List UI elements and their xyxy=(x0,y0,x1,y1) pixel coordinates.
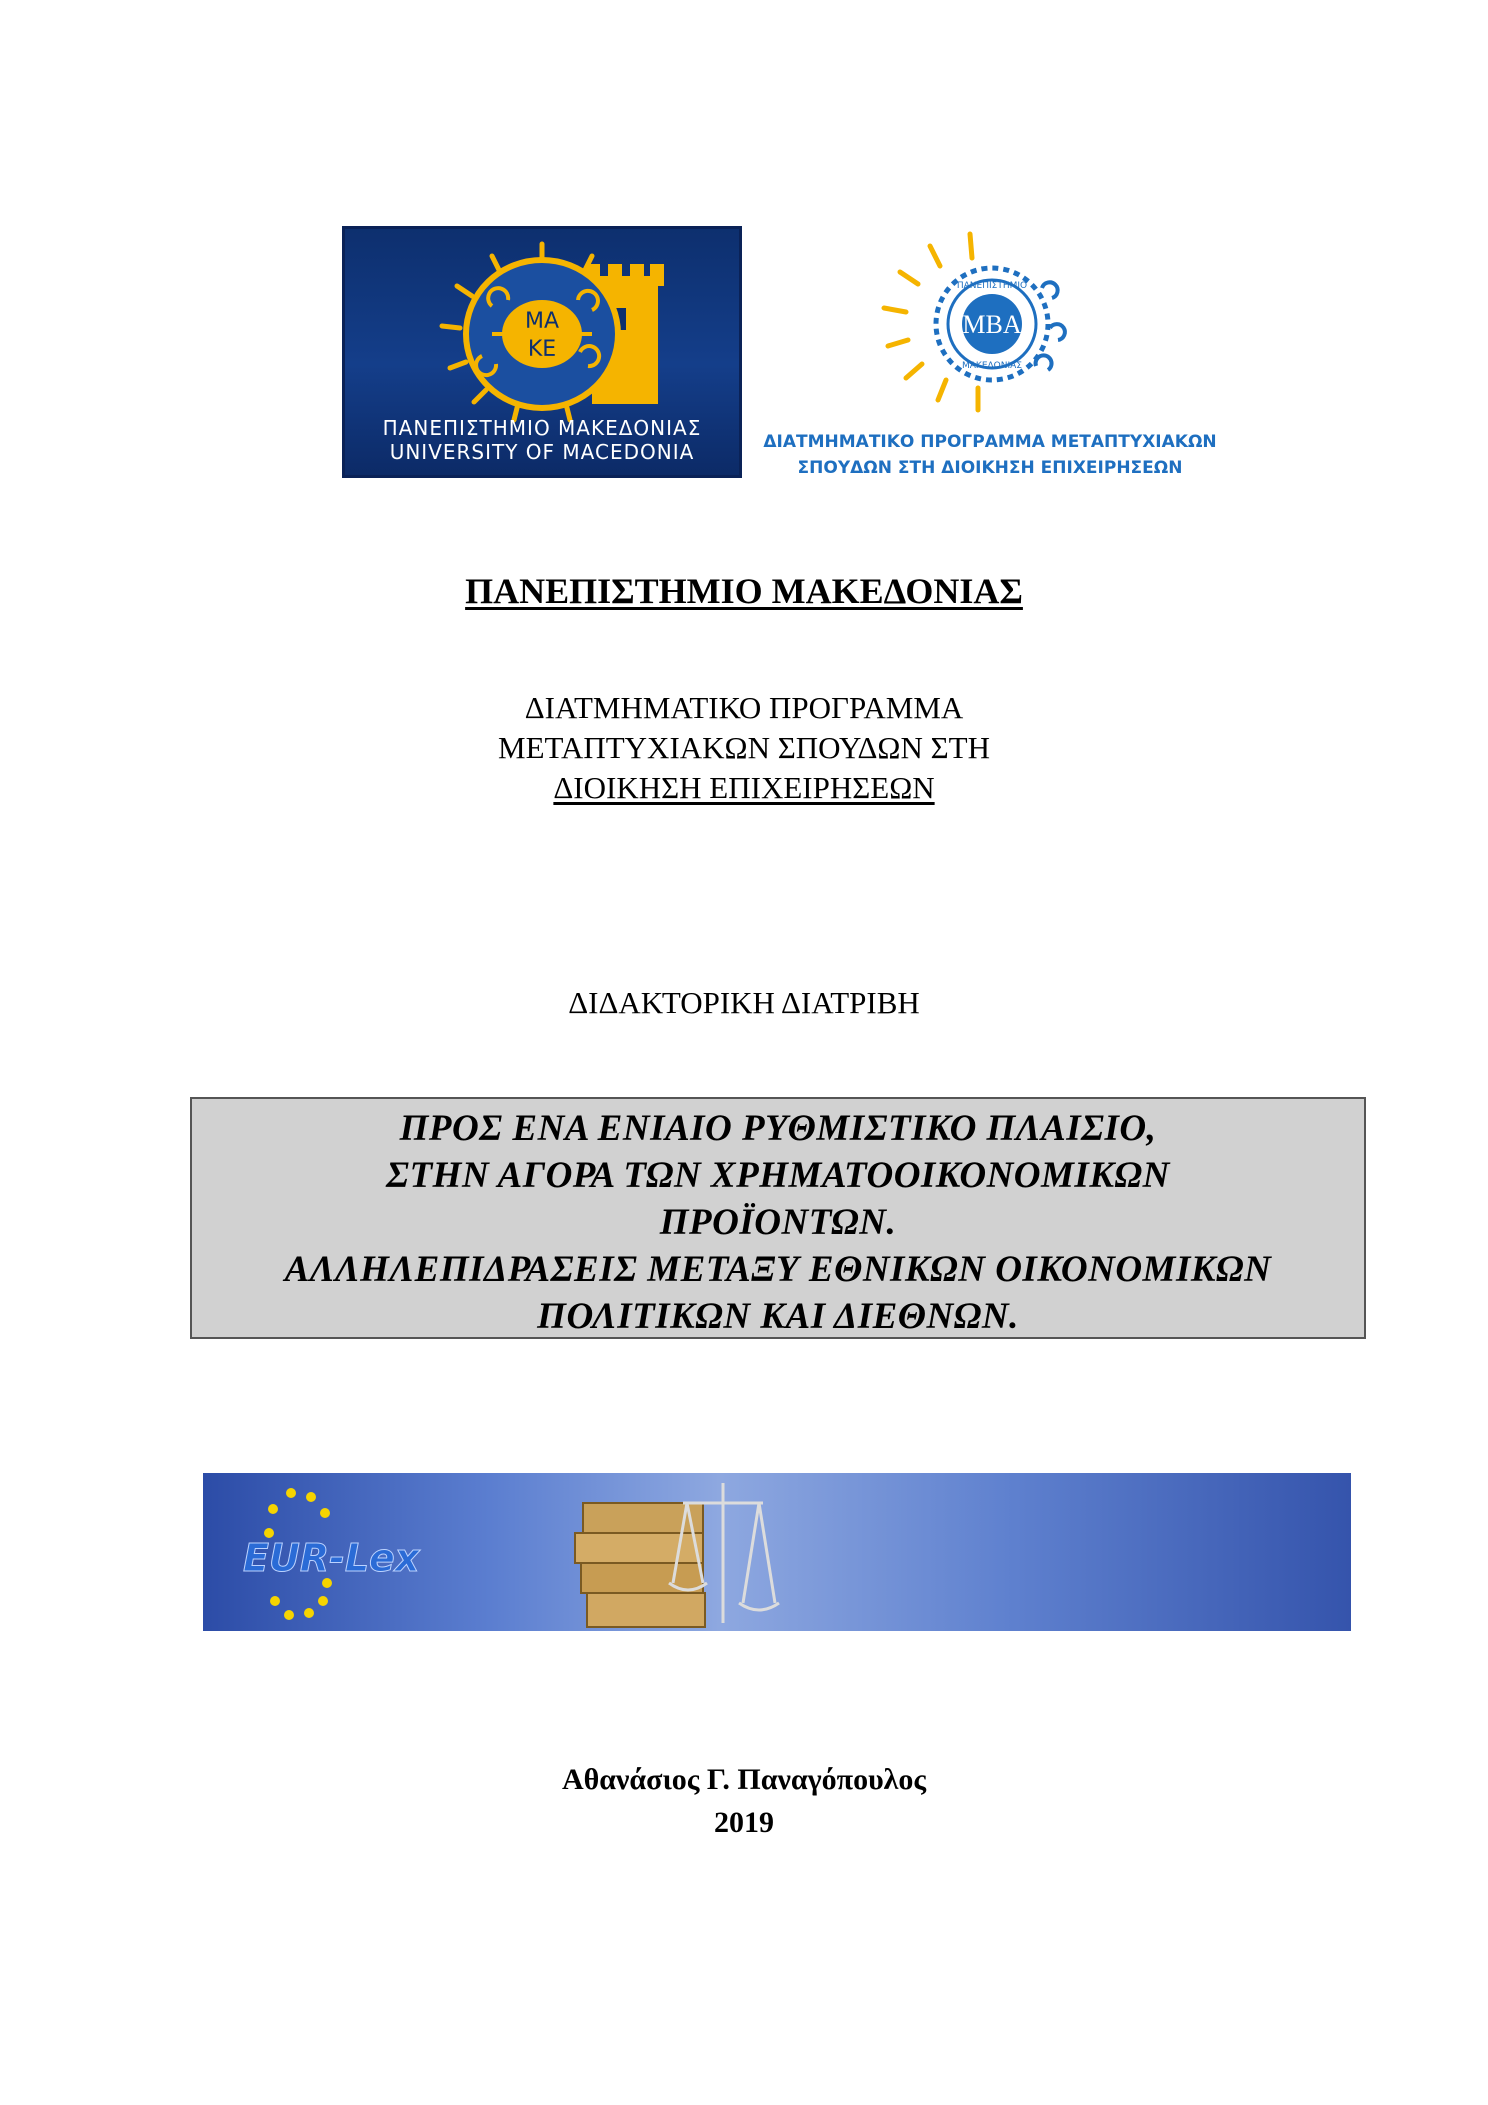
mba-caption-line2: ΣΠΟΥΔΩΝ ΣΤΗ ΔΙΟΙΚΗΣΗ ΕΠΙΧΕΙΡΗΣΕΩΝ xyxy=(797,458,1183,478)
title-line5: ΠΟΛΙΤΙΚΩΝ ΚΑΙ ΔΙΕΘΝΩΝ. xyxy=(537,1296,1019,1337)
document-type: ΔΙΔΑΚΤΟΡΙΚΗ ΔΙΑΤΡΙΒΗ xyxy=(568,985,920,1020)
program-line2: ΜΕΤΑΠΤΥΧΙΑΚΩΝ ΣΠΟΥΔΩΝ ΣΤΗ xyxy=(498,730,990,765)
seal-text-bottom: ΚΕ xyxy=(527,337,557,362)
author-name: Αθανάσιος Γ. Παναγόπουλος xyxy=(561,1763,927,1796)
title-line4: ΑΛΛΗΛΕΠΙΔΡΑΣΕΙΣ ΜΕΤΑΞΥ ΕΘΝΙΚΩΝ ΟΙΚΟΝΟΜΙΚΩΝ xyxy=(284,1249,1272,1290)
eurlex-banner xyxy=(203,1473,1351,1631)
title-line3: ΠΡΟΪΟΝΤΩΝ. xyxy=(659,1202,897,1243)
university-name-english: UNIVERSITY OF MACEDONIA xyxy=(389,440,695,464)
thesis-title-box xyxy=(190,1097,1366,1339)
program-block xyxy=(0,688,1488,808)
university-name-greek: ΠΑΝΕΠΙΣΤΗΜΙΟ ΜΑΚΕΔΟΝΙΑΣ xyxy=(382,416,702,440)
page-title-text: ΠΑΝΕΠΙΣΤΗΜΙΟ ΜΑΚΕΔΟΝΙΑΣ xyxy=(465,571,1023,611)
title-line1: ΠΡΟΣ ΕΝΑ ΕΝΙΑΙΟ ΡΥΘΜΙΣΤΙΚΟ ΠΛΑΙΣΙΟ, xyxy=(399,1108,1157,1149)
university-logo xyxy=(342,226,742,478)
program-line1: ΔΙΑΤΜΗΜΑΤΙΚΟ ΠΡΟΓΡΑΜΜΑ xyxy=(524,690,964,725)
program-line3: ΔΙΟΙΚΗΣΗ ΕΠΙΧΕΙΡΗΣΕΩΝ xyxy=(553,770,935,805)
title-line2: ΣΤΗΝ ΑΓΟΡΑ ΤΩΝ ΧΡΗΜΑΤΟΟΙΚΟΝΟΜΙΚΩΝ xyxy=(386,1155,1170,1196)
publication-year: 2019 xyxy=(714,1806,774,1839)
mba-caption-line1: ΔΙΑΤΜΗΜΑΤΙΚΟ ΠΡΟΓΡΑΜΜΑ ΜΕΤΑΠΤΥΧΙΑΚΩΝ xyxy=(763,432,1217,452)
mba-seal-text: MBA xyxy=(962,310,1022,339)
seal-text-top: ΜΑ xyxy=(524,309,560,334)
eurlex-logo-text: EUR-Lex xyxy=(243,1536,420,1580)
mba-ring-text-bottom: ΜΑΚΕΔΟΝΙΑΣ xyxy=(962,361,1022,371)
page-title xyxy=(0,570,1488,612)
mba-logo xyxy=(760,228,1220,484)
mba-ring-text-top: ΠΑΝΕΠΙΣΤΗΜΙΟ xyxy=(956,281,1028,291)
mba-seal-icon xyxy=(760,228,1220,428)
books-and-scales-icon xyxy=(203,1473,1351,1631)
